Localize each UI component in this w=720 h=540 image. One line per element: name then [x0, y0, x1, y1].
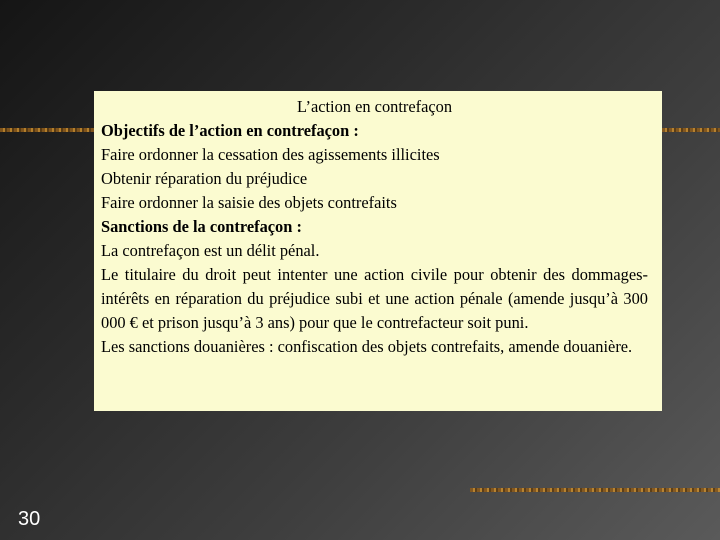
decorative-line-right [662, 128, 720, 132]
decorative-line-bottom [470, 488, 720, 492]
objective-item: Faire ordonner la cessation des agissements illicites [101, 145, 440, 164]
sanctions-heading: Sanctions de la contrefaçon : [101, 217, 302, 236]
sanction-item: La contrefaçon est un délit pénal. [101, 241, 320, 260]
objective-item: Obtenir réparation du préjudice [101, 169, 308, 188]
slide-page-number: 30 [18, 508, 41, 530]
sanction-item: Le titulaire du droit peut intenter une action civile pour obtenir des dommages-intérêts en réparation du préjudice subi et une action pénale (amende jusqu’à 300 000 € et prison jusqu’à 3 ans) pour que le contrefacteur soit puni. [101, 265, 648, 332]
objective-item: Faire ordonner la saisie des objets contrefaits [101, 193, 397, 212]
slide-content-box [94, 91, 662, 411]
sanction-item: Les sanctions douanières : confiscation des objets contrefaits, amende douanière. [101, 337, 633, 356]
slide-title: L’action en contrefaçon [296, 97, 453, 116]
objectives-heading: Objectifs de l’action en contrefaçon : [101, 121, 359, 140]
decorative-line-left [0, 128, 94, 132]
